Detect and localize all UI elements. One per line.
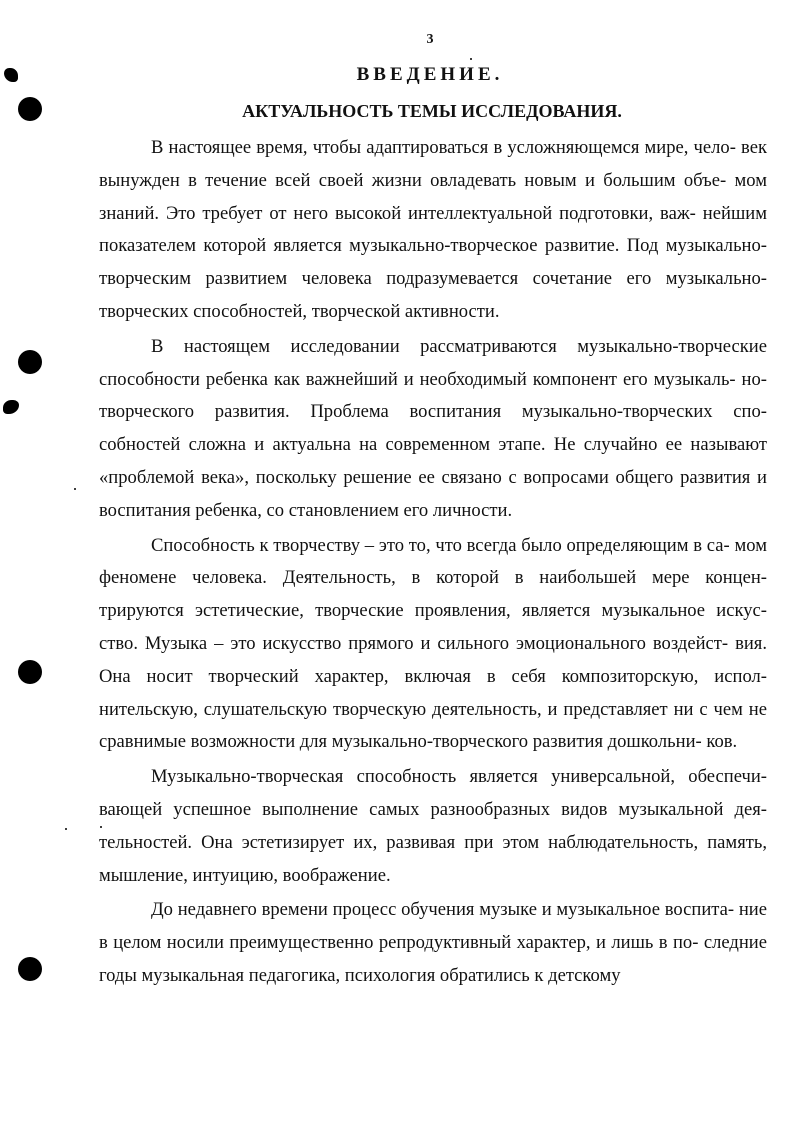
section-subtitle: АКТУАЛЬНОСТЬ ТЕМЫ ИССЛЕДОВАНИЯ.	[242, 101, 622, 121]
text-line: ков.	[706, 731, 738, 753]
punch-hole-decoration	[18, 957, 42, 981]
punch-hole-decoration	[18, 660, 42, 684]
scan-speck-decoration	[74, 488, 76, 490]
punch-hole-decoration	[18, 350, 42, 374]
text-line: не сравнимые возможности для музыкально-творческого развития дошкольни-	[99, 698, 767, 753]
punch-hole-decoration	[18, 97, 42, 121]
scan-speck-decoration	[100, 826, 102, 828]
scan-speck-decoration	[65, 828, 67, 830]
text-line: век вынужден в течение всей своей жизни овладевать новым и большим объе-	[99, 137, 767, 191]
scan-speck-decoration	[3, 400, 19, 414]
text-line: вающей успешное выполнение самых разнообразных видов музыкальной дея-	[99, 798, 767, 820]
text-line: и воспитания ребенка, со становлением его личности.	[99, 466, 767, 521]
scan-speck-decoration	[470, 58, 472, 60]
text-line: вия. Она носит творческий характер, включая в себя композиторскую, испол-	[99, 632, 767, 687]
paragraph	[99, 132, 767, 329]
text-line: тельностей. Она эстетизирует их, развивая при этом наблюдательность, память,	[99, 831, 767, 853]
text-line: ние в целом носили преимущественно репродуктивный характер, и лишь в по-	[99, 899, 767, 954]
paragraph	[99, 894, 767, 992]
text-line: До недавнего времени процесс обучения музыке и музыкальное воспита-	[151, 899, 735, 921]
text-line: трируются эстетические, творческие проявления, является музыкальное искус-	[99, 600, 767, 622]
paragraph	[99, 761, 767, 892]
text-line: нительскую, слушательскую творческую деятельность, и представляет ни с чем	[99, 698, 743, 720]
page-number: 3	[426, 32, 434, 47]
text-line: но-творческого развития. Проблема воспитания музыкально-творческих спо-	[99, 368, 767, 423]
text-line: способности ребенка как важнейший и необходимый компонент его музыкаль-	[99, 368, 736, 390]
text-line: собностей сложна и актуальна на современном этапе. Не случайно ее называют	[99, 434, 767, 456]
text-line: мышление, интуицию, воображение.	[99, 864, 391, 886]
text-line: нейшим показателем которой является музыкально-творческое развитие. Под	[99, 202, 767, 257]
text-line: музыкально-творческих способностей, творческой активности.	[99, 268, 767, 322]
text-line: Способность к творчеству – это то, что всегда было определяющим в са-	[151, 534, 730, 556]
body-text	[99, 132, 767, 993]
text-line: «проблемой века», поскольку решение ее связано с вопросами общего развития	[99, 466, 751, 488]
paragraph	[99, 331, 767, 528]
text-line: следние годы музыкальная педагогика, психология обратились к детскому	[99, 932, 767, 986]
text-line: Музыкально-творческая способность является универсальной, обеспечи-	[151, 766, 767, 788]
text-line: музыкально-творческим развитием человека подразумевается сочетание его	[99, 235, 767, 290]
text-line: В настоящем исследовании рассматриваются музыкально-творческие	[151, 335, 767, 357]
text-line: мом знаний. Это требует от него высокой интеллектуальной подготовки, важ-	[99, 169, 767, 224]
text-line: мом феномене человека. Деятельность, в которой в наибольшей мере концен-	[99, 534, 767, 589]
text-line: В настоящее время, чтобы адаптироваться в усложняющемся мире, чело-	[151, 137, 736, 158]
section-title: ВВЕДЕНИЕ.	[356, 64, 504, 85]
text-line: ство. Музыка – это искусство прямого и сильного эмоционального воздейст-	[99, 632, 729, 654]
paragraph	[99, 530, 767, 760]
